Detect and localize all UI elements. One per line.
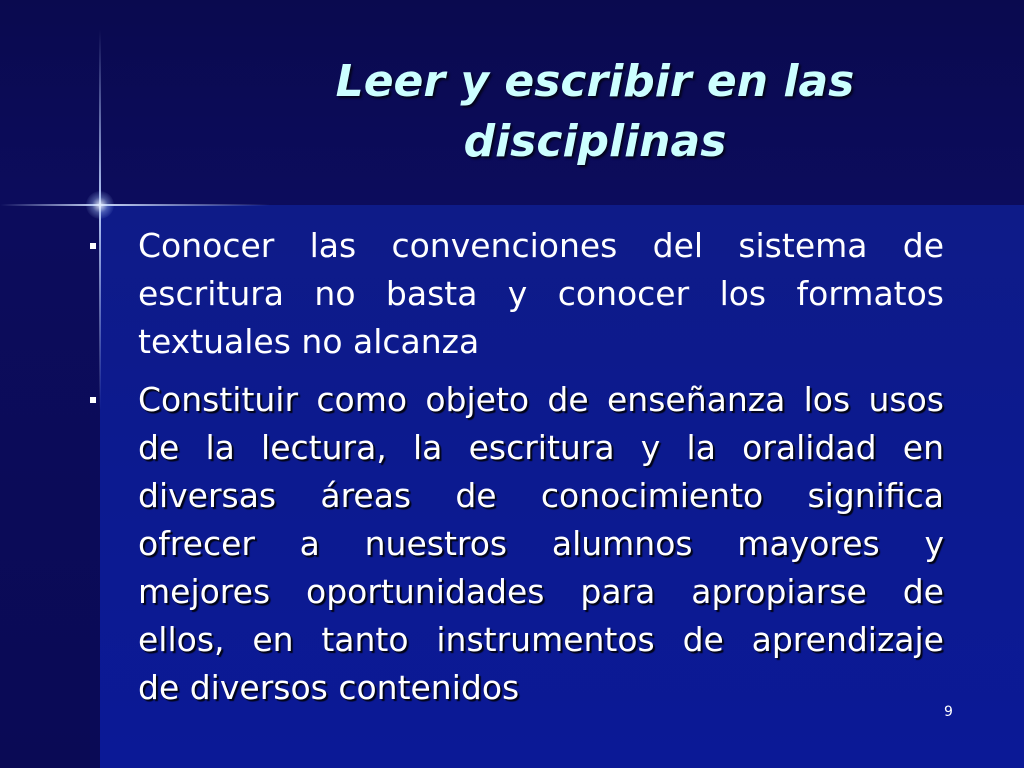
bullet-2-line-3: diversas áreas de conocimiento significa xyxy=(138,476,944,515)
slide-title xyxy=(295,52,895,172)
title-line-1: Leer y escribir en las xyxy=(335,56,855,107)
sparkle-icon xyxy=(86,191,114,219)
bullet-list xyxy=(138,222,944,722)
bullet-2-line-2: de la lectura, la escritura y la oralidad en xyxy=(138,428,944,467)
sparkle-vertical-ray xyxy=(99,30,101,410)
bullet-2-line-1: Constituir como objeto de enseñanza los usos xyxy=(138,380,944,419)
title-line-2: disciplinas xyxy=(463,116,727,167)
bullet-2-line-5: mejores oportunidades para apropiarse de xyxy=(138,572,944,611)
bullet-item-1 xyxy=(138,222,944,366)
bullet-2-line-7: de diversos contenidos xyxy=(138,668,520,707)
bullet-item-2 xyxy=(138,376,944,712)
page-number: 9 xyxy=(944,704,953,720)
square-bullet-icon xyxy=(90,243,96,249)
bullet-1-line-2: escritura no basta y conocer los formatos xyxy=(138,274,944,313)
bullet-1-line-3: textuales no alcanza xyxy=(138,322,480,361)
square-bullet-icon xyxy=(90,397,96,403)
bullet-1-line-1: Conocer las convenciones del sistema de xyxy=(138,226,944,265)
sparkle-horizontal-ray xyxy=(0,204,270,206)
left-band xyxy=(0,205,100,768)
bullet-2-line-4: ofrecer a nuestros alumnos mayores y xyxy=(138,524,944,563)
bullet-2-line-6: ellos, en tanto instrumentos de aprendizaje xyxy=(138,620,944,659)
